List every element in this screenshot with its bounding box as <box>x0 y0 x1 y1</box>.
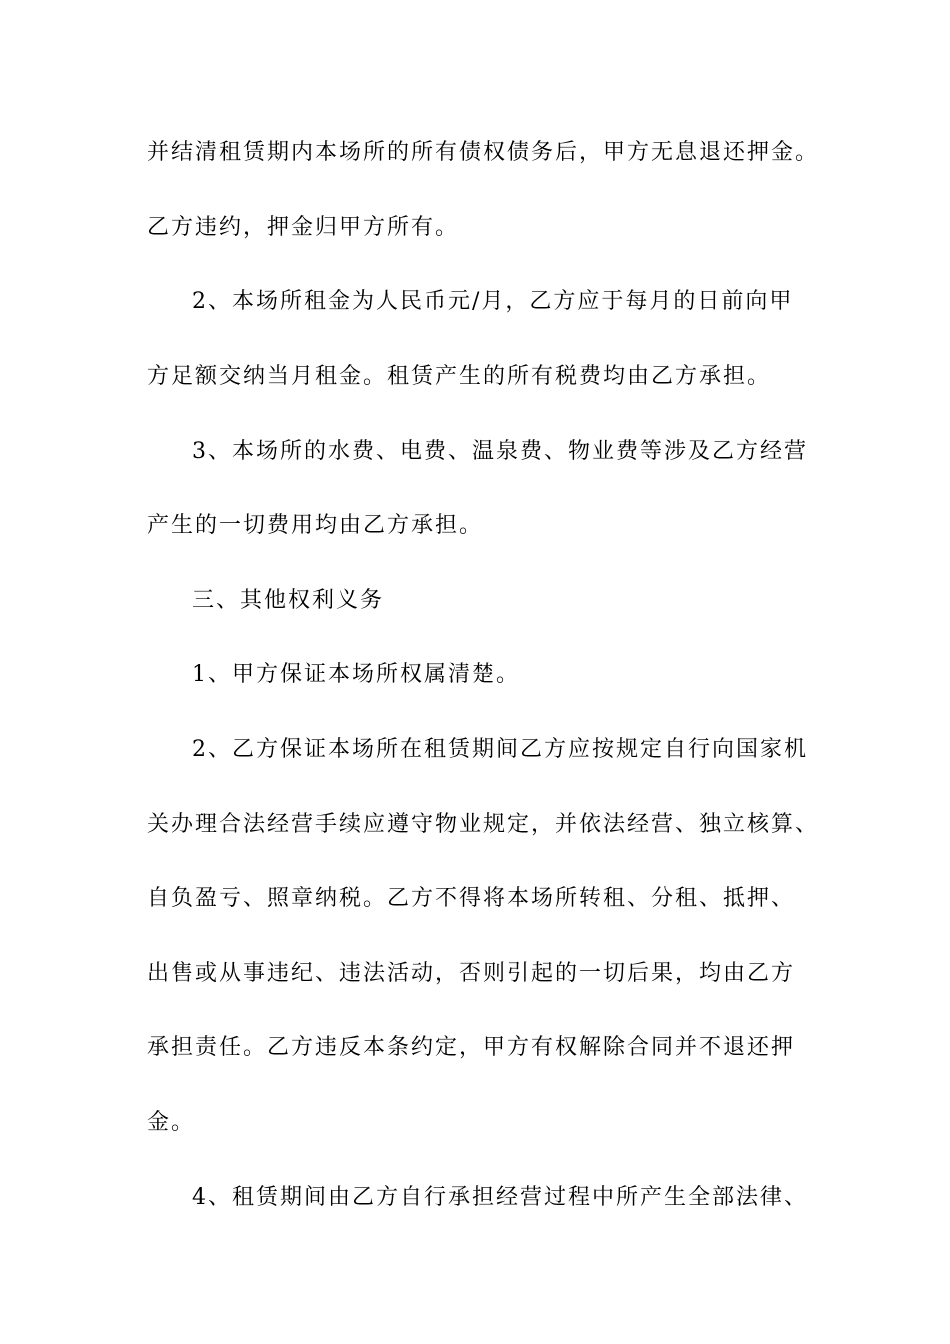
text-line-11: 自负盈亏、照章纳税。乙方不得将本场所转租、分租、抵押、 <box>147 886 796 911</box>
text-line-3: 2、本场所租金为人民币元/月，乙方应于每月的日前向甲 <box>192 289 794 314</box>
text-line-4: 方足额交纳当月租金。租赁产生的所有税费均由乙方承担。 <box>147 364 772 389</box>
text-line-10: 关办理合法经营手续应遵守物业规定，并依法经营、独立核算、 <box>147 812 820 837</box>
text-line-1: 并结清租赁期内本场所的所有债权债务后，甲方无息退还押金。 <box>147 140 820 165</box>
section-heading: 三、其他权利义务 <box>192 588 385 613</box>
text-line-8: 1、甲方保证本场所权属清楚。 <box>192 662 520 687</box>
text-line-13: 承担责任。乙方违反本条约定，甲方有权解除合同并不退还押 <box>147 1035 796 1060</box>
text-line-9: 2、乙方保证本场所在租赁期间乙方应按规定自行向国家机 <box>192 737 808 762</box>
text-line-12: 出售或从事违纪、违法活动，否则引起的一切后果，均由乙方 <box>147 961 796 986</box>
text-line-14: 金。 <box>147 1110 196 1135</box>
text-line-15: 4、租赁期间由乙方自行承担经营过程中所产生全部法律、 <box>192 1185 808 1210</box>
text-line-6: 产生的一切费用均由乙方承担。 <box>147 513 484 538</box>
text-line-2: 乙方违约，押金归甲方所有。 <box>147 215 460 240</box>
text-line-5: 3、本场所的水费、电费、温泉费、物业费等涉及乙方经营 <box>192 439 808 464</box>
